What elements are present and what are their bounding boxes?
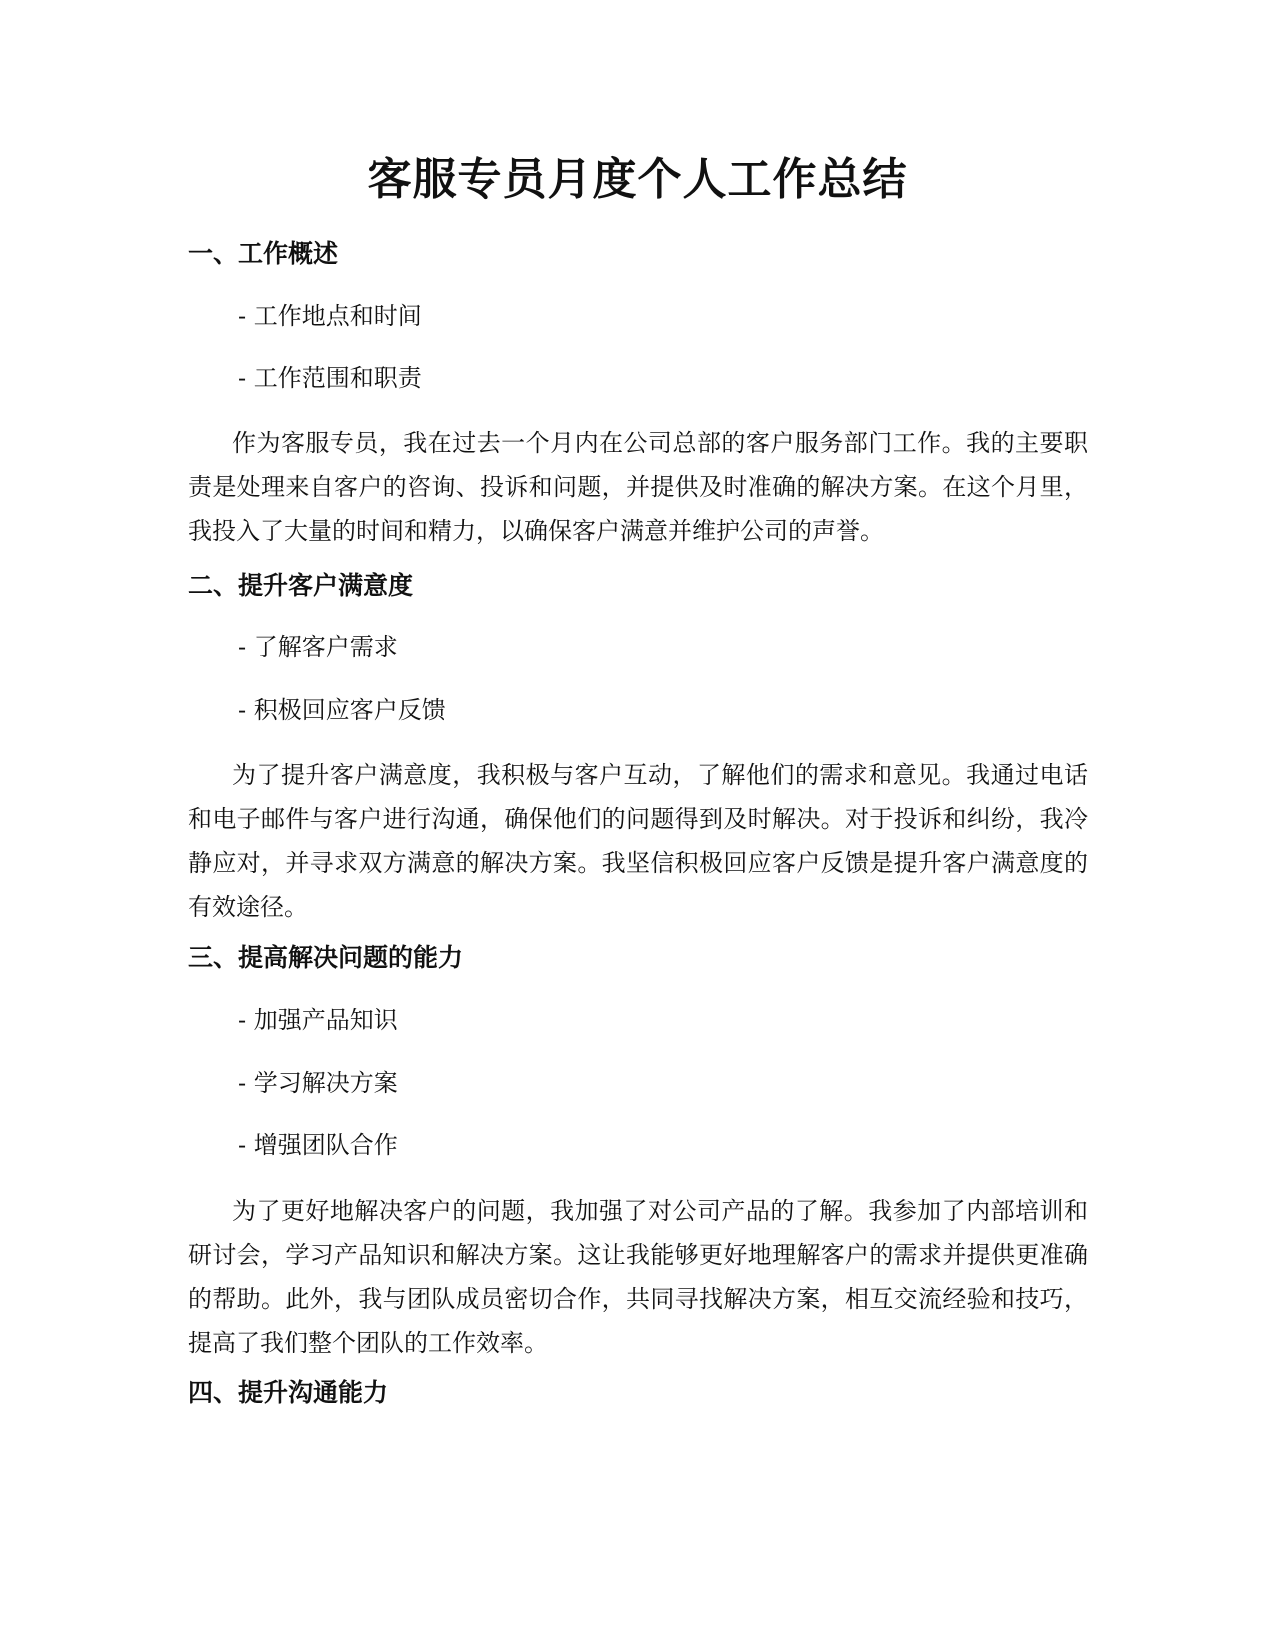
bullet-item: - 加强产品知识 xyxy=(238,1006,398,1034)
bullet-item: - 了解客户需求 xyxy=(238,633,398,661)
bullet-item: - 工作地点和时间 xyxy=(238,302,422,330)
body-paragraph: 为了更好地解决客户的问题，我加强了对公司产品的了解。我参加了内部培训和研讨会，学习产品知识和解决方案。这让我能够更好地理解客户的需求并提供更准确的帮助。此外，我与团队成员密切合作，共同寻找解决方案，相互交流经验和技巧，提高了我们整个团队的工作效率。 xyxy=(188,1197,1088,1357)
section-heading: 一、工作概述 xyxy=(188,239,339,268)
body-paragraph: 为了提升客户满意度，我积极与客户互动，了解他们的需求和意见。我通过电话和电子邮件与客户进行沟通，确保他们的问题得到及时解决。对于投诉和纠纷，我冷静应对，并寻求双方满意的解决方案。我坚信积极回应客户反馈是提升客户满意度的有效途径。 xyxy=(188,761,1088,921)
section-heading: 二、提升客户满意度 xyxy=(188,571,414,600)
bullet-item: - 学习解决方案 xyxy=(238,1069,398,1097)
bullet-item: - 增强团队合作 xyxy=(238,1131,398,1159)
section-heading: 四、提升沟通能力 xyxy=(188,1378,389,1407)
body-paragraph: 作为客服专员，我在过去一个月内在公司总部的客户服务部门工作。我的主要职责是处理来自客户的咨询、投诉和问题，并提供及时准确的解决方案。在这个月里，我投入了大量的时间和精力，以确保客户满意并维护公司的声誉。 xyxy=(188,429,1088,545)
document-title: 客服专员月度个人工作总结 xyxy=(367,154,908,205)
bullet-item: - 积极回应客户反馈 xyxy=(238,696,446,724)
bullet-item: - 工作范围和职责 xyxy=(238,364,422,392)
section-heading: 三、提高解决问题的能力 xyxy=(188,943,464,972)
